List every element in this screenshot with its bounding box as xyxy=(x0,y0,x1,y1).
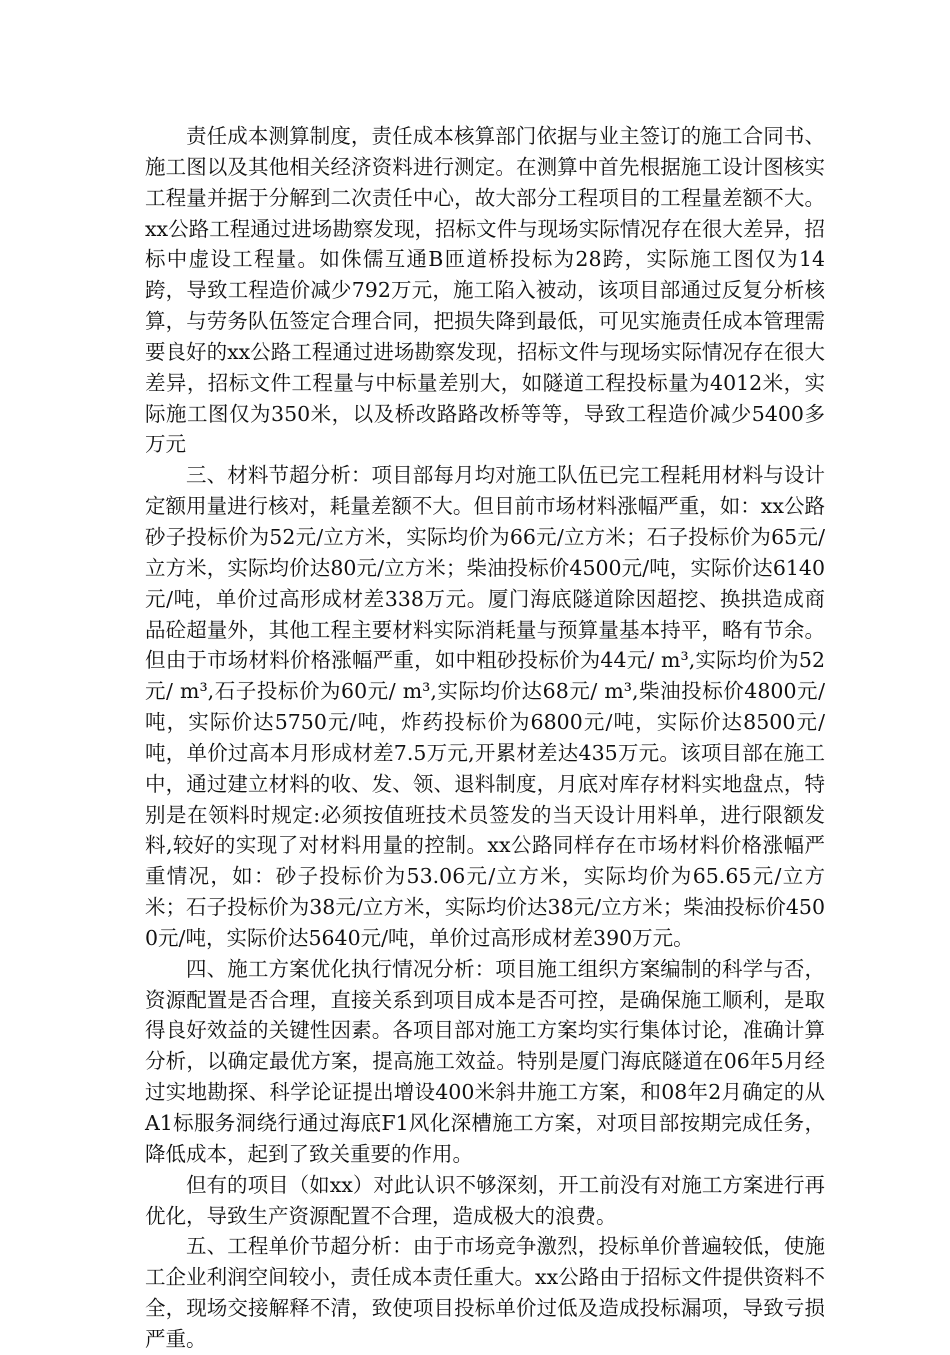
paragraph-plan-issue: 但有的项目（如xx）对此认识不够深刻，开工前没有对施工方案进行再优化，导致生产资源配置不合理，造成极大的浪费。 xyxy=(145,1172,825,1228)
paragraph-cost-estimation: 责任成本测算制度，责任成本核算部门依据与业主签订的施工合同书、施工图以及其他相关经济资料进行测定。在测算中首先根据施工设计图核实工程量并据于分解到二次责任中心，故大部分工程项目的工程量差额不大。xx公路工程通过进场勘察发现，招标文件与现场实际情况存在很大差异，招标中虚设工程量。如侏儒互通B匝道桥投标为28跨，实际施工图仅为14跨，导致工程造价减少792万元，施工陷入被动，该项目部通过反复分析核算，与劳务队伍签定合理合同，把损失降到最低，可见实施责任成本管理需要良好的xx公路工程通过进场勘察发现，招标文件与现场实际情况存在很大差异，招标文件工程量与中标量差别大，如隧道工程投标量为4012米，实际施工图仅为350米，以及桥改路路改桥等等，导致工程造价减少5400多万元 xyxy=(145,124,825,457)
paragraph-unit-price-analysis: 五、工程单价节超分析：由于市场竞争激烈，投标单价普遍较低，使施工企业利润空间较小，责任成本责任重大。xx公路由于招标文件提供资料不全，现场交接解释不清，致使项目投标单价过低及造成投标漏项，导致亏损严重。 xyxy=(145,1234,825,1351)
paragraph-material-analysis: 三、材料节超分析：项目部每月均对施工队伍已完工程耗用材料与设计定额用量进行核对，耗量差额不大。但目前市场材料涨幅严重，如：xx公路砂子投标价为52元/立方米，实际均价为66元/立方米；石子投标价为65元/立方米，实际均价达80元/立方米；柴油投标价4500元/吨，实际价达6140元/吨，单价过高形成材差338万元。厦门海底隧道除因超挖、换拱造成商品砼超量外，其他工程主要材料实际消耗量与预算量基本持平，略有节余。但由于市场材料价格涨幅严重，如中粗砂投标价为44元/ m³,实际均价为52元/ m³,石子投标价为60元/ m³,实际均价达68元/ m³,柴油投标价4800元/吨，实际价达5750元/吨，炸药投标价为6800元/吨，实际价达8500元/吨，单价过高本月形成材差7.5万元,开累材差达435万元。该项目部在施工中，通过建立材料的收、发、领、退料制度，月底对库存材料实地盘点，特别是在领料时规定:必须按值班技术员签发的当天设计用料单，进行限额发料,较好的实现了对材料用量的控制。xx公路同样存在市场材料价格涨幅严重情况，如：砂子投标价为53.06元/立方米，实际均价为65.65元/立方米；石子投标价为38元/立方米，实际均价达38元/立方米；柴油投标价4500元/吨，实际价达5640元/吨，单价过高形成材差390万元。 xyxy=(145,463,825,950)
document-body xyxy=(145,121,825,1355)
paragraph-construction-plan: 四、施工方案优化执行情况分析：项目施工组织方案编制的科学与否，资源配置是否合理，直接关系到项目成本是否可控，是确保施工顺利，是取得良好效益的关键性因素。各项目部对施工方案均实行集体讨论，准确计算分析，以确定最优方案，提高施工效益。特别是厦门海底隧道在06年5月经过实地勘探、科学论证提出增设400米斜井施工方案，和08年2月确定的从A1标服务洞绕行通过海底F1风化深槽施工方案，对项目部按期完成任务，降低成本，起到了致关重要的作用。 xyxy=(145,956,825,1166)
